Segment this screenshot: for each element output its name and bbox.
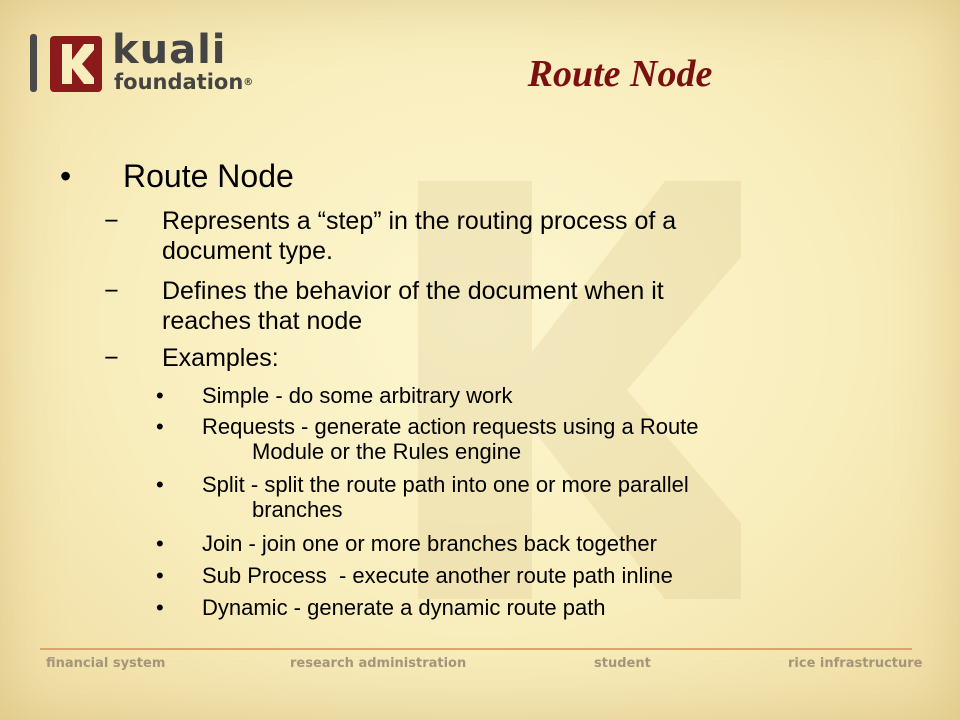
dash-icon: − <box>104 207 119 235</box>
bullet-icon: • <box>156 414 164 439</box>
footer-item-student: student <box>594 656 651 671</box>
logo-word-kuali: kuali <box>112 27 227 73</box>
dash-icon: − <box>104 344 119 372</box>
example-text: Simple - do some arbitrary work <box>202 383 513 408</box>
bullet-icon: • <box>156 472 164 497</box>
bullet-icon: • <box>60 158 72 194</box>
registered-mark: ® <box>243 77 254 88</box>
bullet-icon: • <box>156 595 164 620</box>
kuali-k-icon <box>50 36 102 92</box>
example-text: Join - join one or more branches back together <box>202 531 657 556</box>
kuali-logo <box>30 27 270 100</box>
footer-item-rice-infrastructure: rice infrastructure <box>788 656 923 671</box>
footer-item-research-administration: research administration <box>290 656 467 671</box>
point-text: Represents a “step” in the routing process of a document type. <box>162 207 677 265</box>
footer-rule <box>40 648 912 650</box>
example-text: Requests - generate action requests using a Route Module or the Rules engine <box>202 414 699 464</box>
bullet-icon: • <box>156 383 164 408</box>
point-text: Defines the behavior of the document when it reaches that node <box>162 277 664 335</box>
logo-word-foundation: foundation® <box>114 70 254 94</box>
footer-nav <box>40 656 923 676</box>
example-text: Dynamic - generate a dynamic route path <box>202 595 606 620</box>
dash-icon: − <box>104 277 119 305</box>
footer-item-financial-system: financial system <box>46 656 166 671</box>
slide-title: Route Node <box>527 53 713 95</box>
bullet-heading: Route Node <box>123 158 294 194</box>
point-text: Examples: <box>162 344 279 372</box>
example-text: Sub Process - execute another route path inline <box>202 563 673 588</box>
bullet-icon: • <box>156 563 164 588</box>
logo-bar <box>30 34 37 92</box>
bullet-icon: • <box>156 531 164 556</box>
example-text: Split - split the route path into one or more parallel branches <box>202 472 689 522</box>
